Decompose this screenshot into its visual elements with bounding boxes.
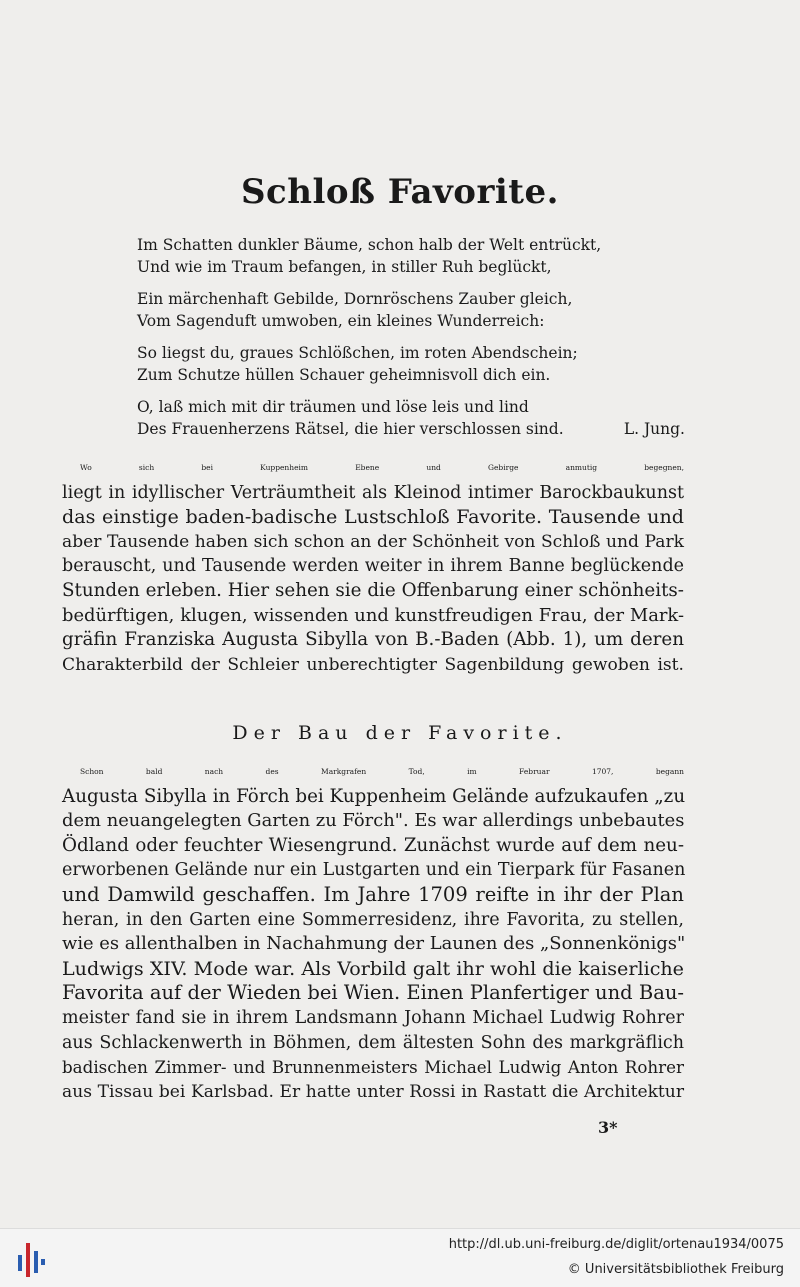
- text-line: aber Tausende haben sich schon an der Schönheit von Schloß und Park: [62, 531, 684, 552]
- poem-stanza: [137, 396, 687, 440]
- poem-line: Vom Sagenduft umwoben, ein kleines Wunderreich:: [137, 312, 545, 330]
- text-line: Schon bald nach des Markgrafen Tod, im Februar 1707, begann: [80, 767, 684, 776]
- text-line: liegt in idyllischer Verträumtheit als Kleinod intimer Barockbaukunst: [62, 482, 684, 503]
- text-line: wie es allenthalben in Nachahmung der Launen des „Sonnenkönigs": [62, 933, 686, 955]
- text-line: Favorita auf der Wieden bei Wien. Einen Planfertiger und Bau-: [62, 981, 684, 1005]
- footer-bar: [0, 1228, 800, 1287]
- section-heading: Der Bau der Favorite.: [232, 722, 568, 744]
- text-line: berauscht, und Tausende werden weiter in ihrem Banne beglückende: [62, 556, 684, 577]
- poem-stanza: [137, 288, 687, 332]
- text-line: Ödland oder feuchter Wiesengrund. Zunächst wurde auf dem neu-: [62, 834, 684, 856]
- text-line: Wo sich bei Kuppenheim Ebene und Gebirge anmutig begegnen,: [80, 463, 684, 472]
- text-line: dem neuangelegten Garten zu Förch". Es war allerdings unbebautes: [62, 810, 685, 832]
- poem-line: So liegst du, graues Schlößchen, im roten Abendschein;: [137, 344, 578, 362]
- footer-copyright: © Universitätsbibliothek Freiburg: [567, 1262, 784, 1277]
- poem-line: Des Frauenherzens Rätsel, die hier verschlossen sind.: [137, 420, 564, 438]
- text-line: das einstige baden-badische Lustschloß Favorite. Tausende und: [62, 505, 684, 529]
- poem-line: Im Schatten dunkler Bäume, schon halb der Welt entrückt,: [137, 236, 602, 254]
- text-line: aus Tissau bei Karlsbad. Er hatte unter Rossi in Rastatt die Architektur: [62, 1081, 684, 1102]
- poem-stanza: [137, 342, 687, 386]
- poem-author: L. Jung.: [623, 420, 685, 438]
- paragraph-construction: [62, 760, 684, 1104]
- text-line: badischen Zimmer- und Brunnenmeisters Michael Ludwig Anton Rohrer: [62, 1057, 684, 1078]
- text-line: gräfin Franziska Augusta Sibylla von B.-Baden (Abb. 1), um deren: [62, 629, 684, 651]
- poem-line: Zum Schutze hüllen Schauer geheimnisvoll dich ein.: [137, 366, 551, 384]
- poem-stanza: [137, 234, 687, 278]
- page-title: Schloß Favorite.: [241, 172, 559, 212]
- text-line: Stunden erleben. Hier sehen sie die Offenbarung einer schönheits-: [62, 579, 684, 601]
- text-line: heran, in den Garten eine Sommerresidenz, ihre Favorita, zu stellen,: [62, 909, 684, 930]
- text-line: Ludwigs XIV. Mode war. Als Vorbild galt ihr wohl die kaiserliche: [62, 956, 684, 980]
- poem-line: O, laß mich mit dir träumen und löse leis und lind: [137, 398, 529, 416]
- paragraph-intro: [62, 456, 684, 677]
- poem-line: Und wie im Traum befangen, in stiller Ruh beglückt,: [137, 258, 552, 276]
- text-line: meister fand sie in ihrem Landsmann Johann Michael Ludwig Rohrer: [62, 1007, 684, 1028]
- page-number: 3*: [598, 1118, 618, 1137]
- footer-url-link[interactable]: http://dl.ub.uni-freiburg.de/diglit/ortenau1934/0075: [448, 1237, 784, 1252]
- poem: [137, 234, 687, 450]
- poem-line: Ein märchenhaft Gebilde, Dornröschens Zauber gleich,: [137, 290, 573, 308]
- text-line: bedürftigen, klugen, wissenden und kunstfreudigen Frau, der Mark-: [62, 604, 684, 626]
- text-line: aus Schlackenwerth in Böhmen, dem ältesten Sohn des markgräflich: [62, 1032, 684, 1053]
- poem-last-line: [137, 418, 687, 440]
- text-line: Augusta Sibylla in Förch bei Kuppenheim Gelände aufzukaufen „zu: [62, 785, 686, 807]
- ub-freiburg-logo-icon: [14, 1237, 48, 1281]
- text-line: Charakterbild der Schleier unberechtigter Sagenbildung gewoben ist.: [62, 654, 684, 675]
- text-line: und Damwild geschaffen. Im Jahre 1709 reifte in ihr der Plan: [62, 882, 684, 906]
- text-line: erworbenen Gelände nur ein Lustgarten und ein Tierpark für Fasanen: [62, 860, 686, 881]
